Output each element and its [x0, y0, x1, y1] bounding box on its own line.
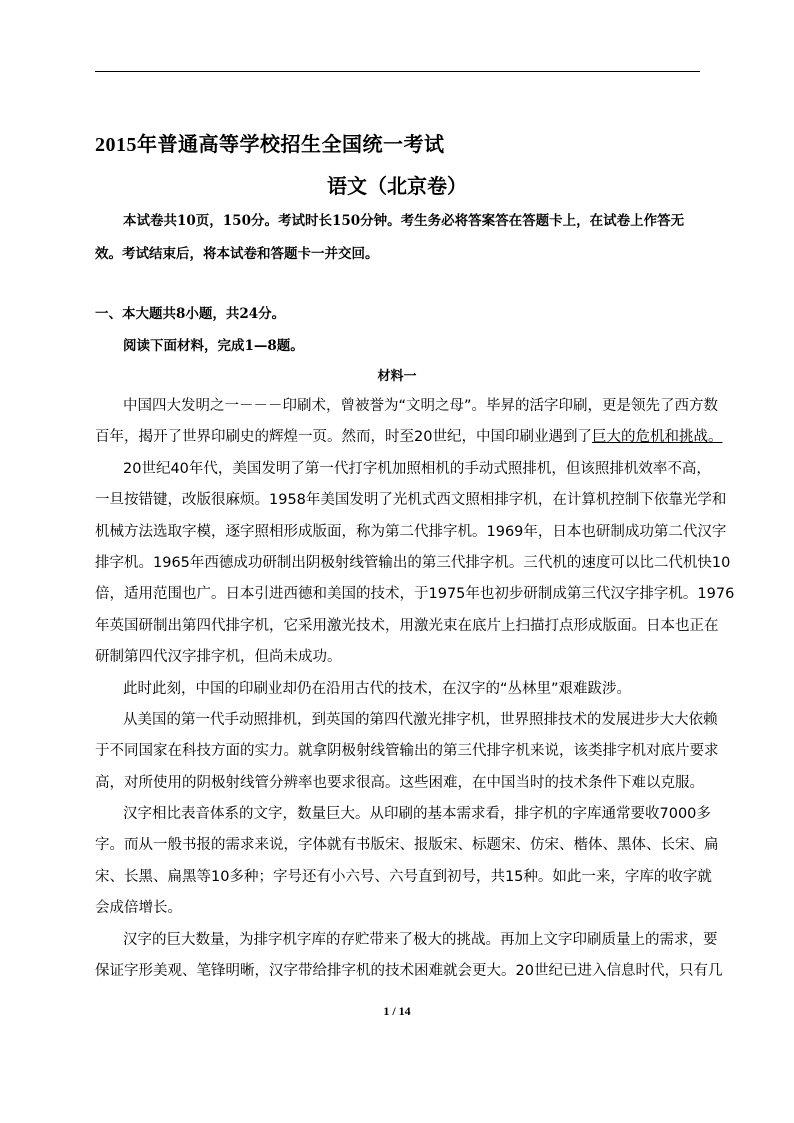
passage-body	[95, 391, 735, 987]
passage-line: 汉字的巨大数量，为排字机字库的存贮带来了极大的挑战。再加上文字印刷质量上的需求，要	[123, 931, 718, 948]
notice-line: 效。考试结束后，将本试卷和答题卡一并交回。	[95, 246, 379, 262]
page-number: 1 / 14	[383, 1004, 411, 1018]
passage-line: 年英国研制出第四代排字机，它采用激光技术，用激光束在底片上扫描打点形成版面。日本也正在	[95, 617, 719, 634]
notice-line: 本试卷共10页，150分。考试时长150分钟。考生务必将答案答在答题卡上，在试卷上作答无	[123, 213, 685, 229]
header-rule	[95, 71, 700, 72]
subject-title: 语文（北京卷）	[327, 174, 467, 198]
passage-line: 20世纪40年代，美国发明了第一代打字机加照相机的手动式照排机，但该照排机效率不高，	[123, 460, 711, 477]
passage-line: 此时此刻，中国的印刷业却仍在沿用古代的技术，在汉字的“丛林里”艰难跋涉。	[123, 680, 632, 697]
section-instruction: 阅读下面材料，完成1—8题。	[123, 338, 304, 354]
passage-line: 从美国的第一代手动照排机，到英国的第四代激光排字机，世界照排技术的发展进步大大依赖	[123, 711, 718, 728]
passage-line: 排字机。1965年西德成功研制出阴极射线管输出的第三代排字机。三代机的速度可以比二代机快10	[95, 554, 731, 571]
passage-line: 一旦按错键，改版很麻烦。1958年美国发明了光机式西文照相排字机，在计算机控制下依靠光学和	[95, 492, 727, 509]
passage-line: 宋、长黑、扁黑等10多种；字号还有小六号、六号直到初号，共15种。如此一来，字库的收字就	[95, 868, 712, 885]
passage-text: 百年，揭开了世界印刷史的辉煌一页。然而，时至20世纪，中国印刷业遇到了	[95, 429, 592, 446]
passage-line: 高，对所使用的阴极射线管分辨率也要求很高。这些困难，在中国当时的技术条件下难以克服。	[95, 774, 704, 791]
passage-line: 汉字相比表音体系的文字，数量巨大。从印刷的基本需求看，排字机的字库通常要收7000多	[123, 806, 711, 823]
passage-line	[95, 422, 723, 453]
passage-line: 会成倍增长。	[95, 900, 182, 917]
passage-line: 机械方法选取字模，逐字照相形成版面，称为第二代排字机。1969年，日本也研制成功第二代汉字	[95, 523, 727, 540]
section-heading: 一、本大题共8小题，共24分。	[95, 306, 286, 322]
passage-line: 于不同国家在科技方面的实力。就拿阴极射线管输出的第三代排字机来说，该类排字机对底片要求	[95, 743, 719, 760]
material-title: 材料一	[377, 369, 417, 384]
passage-line: 研制第四代汉字排字机，但尚未成功。	[95, 649, 342, 666]
exam-title: 2015年普通高等学校招生全国统一考试	[95, 134, 445, 156]
underlined-phrase: 巨大的危机和挑战。	[591, 429, 723, 446]
passage-line: 字。而从一般书报的需求来说，字体就有书版宋、报版宋、标题宋、仿宋、楷体、黑体、长宋、扁	[95, 837, 719, 854]
passage-line: 倍，适用范围也广。日本引进西德和美国的技术，于1975年也初步研制成第三代汉字排字机。1976	[95, 586, 735, 603]
passage-line: 保证字形美观、笔锋明晰，汉字带给排字机的技术困难就会更大。20世纪已进入信息时代，只有几	[95, 963, 723, 980]
exam-notice	[95, 205, 700, 271]
passage-line: 中国四大发明之一－－－印刷术，曾被誉为“文明之母”。毕昇的活字印刷，更是领先了西方数	[123, 398, 719, 414]
